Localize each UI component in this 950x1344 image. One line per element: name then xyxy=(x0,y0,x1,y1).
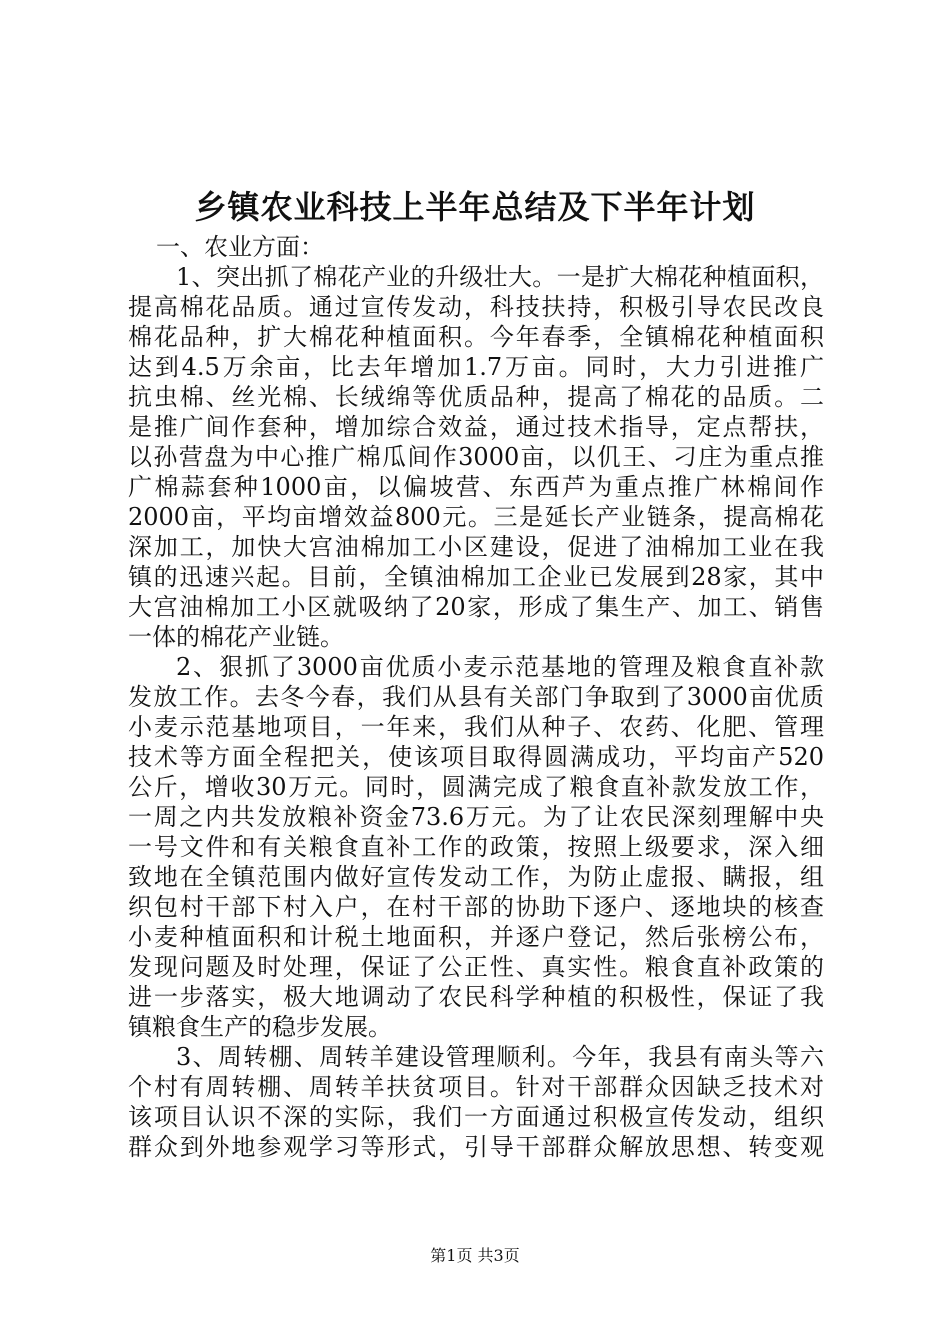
paragraph-line: 发现问题及时处理，保证了公正性、真实性。粮食直补政策的 xyxy=(128,953,824,981)
paragraph-line: 1、突出抓了棉花产业的升级壮大。一是扩大棉花种植面积， xyxy=(176,263,824,291)
document-body xyxy=(128,232,824,1162)
paragraph-line: 群众到外地参观学习等形式，引导干部群众解放思想、转变观 xyxy=(128,1133,824,1161)
paragraph-line: 是推广间作套种，增加综合效益，通过技术指导，定点帮扶， xyxy=(128,413,824,441)
paragraph-line: 抗虫棉、丝光棉、长绒绵等优质品种，提高了棉花的品质。二 xyxy=(128,383,824,411)
paragraph-line: 2、狠抓了3000亩优质小麦示范基地的管理及粮食直补款 xyxy=(176,653,824,681)
paragraph-line: 镇粮食生产的稳步发展。 xyxy=(128,1013,392,1041)
paragraph-line: 棉花品种，扩大棉花种植面积。今年春季，全镇棉花种植面积 xyxy=(128,323,824,351)
paragraph-line: 广棉蒜套种1000亩，以偏坡营、东西芦为重点推广林棉间作 xyxy=(128,473,824,501)
paragraph-line: 一体的棉花产业链。 xyxy=(128,623,344,651)
paragraph-line: 发放工作。去冬今春，我们从县有关部门争取到了3000亩优质 xyxy=(128,683,824,711)
paragraph-line: 一周之内共发放粮补资金73.6万元。为了让农民深刻理解中央 xyxy=(128,803,824,831)
section-heading: 一、农业方面： xyxy=(156,233,324,261)
paragraph-line: 大宫油棉加工小区就吸纳了20家，形成了集生产、加工、销售 xyxy=(128,593,824,621)
paragraph-line: 致地在全镇范围内做好宣传发动工作，为防止虚报、瞒报，组 xyxy=(128,863,824,891)
paragraph-line: 2000亩，平均亩增效益800元。三是延长产业链条，提高棉花 xyxy=(128,503,824,531)
paragraph-line: 个村有周转棚、周转羊扶贫项目。针对干部群众因缺乏技术对 xyxy=(128,1073,824,1101)
paragraph-line: 达到4.5万余亩，比去年增加1.7万亩。同时，大力引进推广 xyxy=(128,353,824,381)
paragraph-line: 一号文件和有关粮食直补工作的政策，按照上级要求，深入细 xyxy=(128,833,824,861)
paragraph-line: 3、周转棚、周转羊建设管理顺利。今年，我县有南头等六 xyxy=(176,1043,824,1071)
page-number-footer: 第1页 共3页 xyxy=(430,1246,520,1265)
paragraph-line: 技术等方面全程把关，使该项目取得圆满成功，平均亩产520 xyxy=(128,743,824,771)
paragraph-line: 公斤，增收30万元。同时，圆满完成了粮食直补款发放工作， xyxy=(128,773,824,801)
paragraph-line: 该项目认识不深的实际，我们一方面通过积极宣传发动，组织 xyxy=(128,1103,824,1131)
document-title: 乡镇农业科技上半年总结及下半年计划 xyxy=(194,188,756,226)
paragraph-line: 进一步落实，极大地调动了农民科学种植的积极性，保证了我 xyxy=(128,983,824,1011)
paragraph-line: 提高棉花品质。通过宣传发动，科技扶持，积极引导农民改良 xyxy=(128,293,824,321)
paragraph-line: 以孙营盘为中心推广棉瓜间作3000亩，以仉王、刁庄为重点推 xyxy=(128,443,824,471)
paragraph-line: 镇的迅速兴起。目前，全镇油棉加工企业已发展到28家，其中 xyxy=(128,563,824,591)
paragraph-line: 织包村干部下村入户，在村干部的协助下逐户、逐地块的核查 xyxy=(128,893,824,921)
paragraph-line: 深加工，加快大宫油棉加工小区建设，促进了油棉加工业在我 xyxy=(128,533,824,561)
paragraph-line: 小麦种植面积和计税土地面积，并逐户登记，然后张榜公布， xyxy=(128,923,824,951)
paragraph-line: 小麦示范基地项目，一年来，我们从种子、农药、化肥、管理 xyxy=(128,713,824,741)
